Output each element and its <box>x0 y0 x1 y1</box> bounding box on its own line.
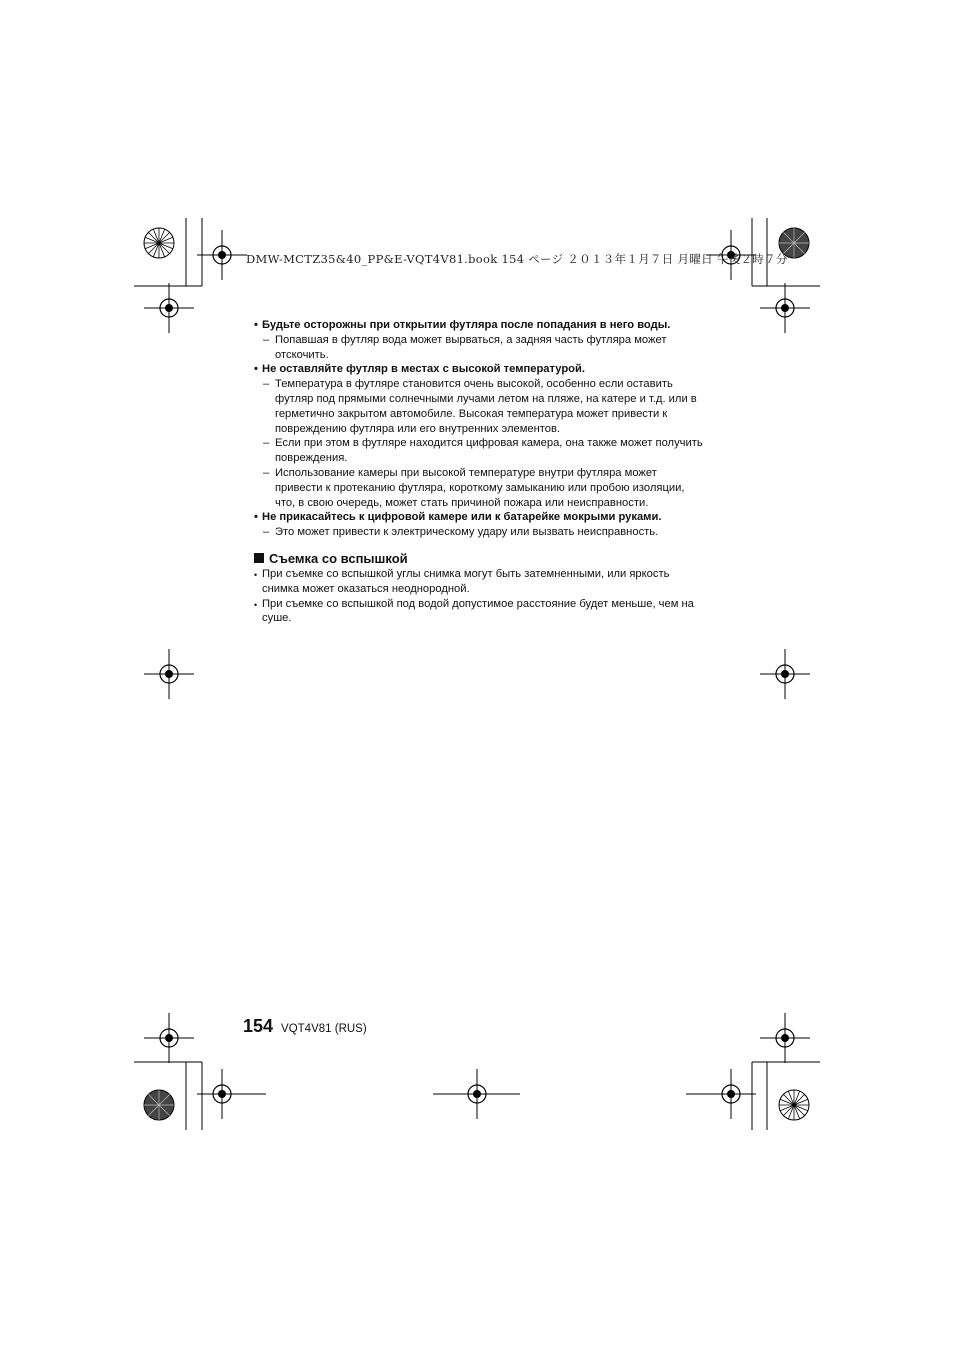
section-heading: Съемка со вспышкой <box>254 550 706 567</box>
warning-block <box>254 318 706 362</box>
dash-icon: – <box>263 333 270 346</box>
warning-detail: – Использование камеры при высокой температуре внутри футляра может привести к протеканию футляра, короткому замыканию или пробою изоляции, что, в свою очередь, может стать причиной пожара или неисправности. <box>263 466 685 509</box>
page-footer <box>243 1016 367 1037</box>
warning-detail: – Если при этом в футляре находится цифровая камера, она также может получить повреждения. <box>263 437 703 465</box>
dash-icon: – <box>263 526 270 539</box>
list-item: • При съемке со вспышкой под водой допустимое расстояние будет меньше, чем на суше. <box>254 597 694 625</box>
warning-block <box>254 510 706 540</box>
dash-icon: – <box>263 466 270 479</box>
warning-detail: – Это может привести к электрическому удару или вызвать неисправность. <box>263 526 659 539</box>
bullet-icon: • <box>254 363 258 376</box>
print-job-header: DMW-MCTZ35&40_PP&E-VQT4V81.book 154 ページ ２０１３年１月７日 月曜日 午後２時７分 <box>246 252 788 266</box>
dash-icon: – <box>263 378 270 391</box>
main-content <box>254 318 706 626</box>
warning-title: • Будьте осторожны при открытии футляра после попадания в него воды. <box>254 319 671 331</box>
square-bullet-icon <box>254 553 264 563</box>
dash-icon: – <box>263 437 270 450</box>
bullet-icon: • <box>254 569 258 580</box>
bullet-icon: • <box>254 511 258 524</box>
document-code: VQT4V81 (RUS) <box>281 1023 367 1035</box>
list-item: • При съемке со вспышкой углы снимка могут быть затемненными, или яркость снимка может оказаться неоднородной. <box>254 567 670 595</box>
warning-title: • Не прикасайтесь к цифровой камере или к батарейке мокрыми руками. <box>254 511 662 524</box>
warning-detail: – Температура в футляре становится очень высокой, особенно если оставить футляр под прямыми солнечными лучами летом на пляже, на катере и т.д. или в герметично закрытом автомобиле. Высокая температура может привести к повреждению футляра или его внутренних элементов. <box>263 378 697 435</box>
page-number: 154 <box>243 1016 274 1036</box>
warning-detail: – Попавшая в футляр вода может вырваться, а задняя часть футляра может отскочить. <box>263 333 667 361</box>
warning-block <box>254 362 706 510</box>
bullet-icon: • <box>254 599 258 610</box>
bullet-icon: • <box>254 319 258 331</box>
warning-title: • Не оставляйте футляр в местах с высокой температурой. <box>254 363 586 376</box>
